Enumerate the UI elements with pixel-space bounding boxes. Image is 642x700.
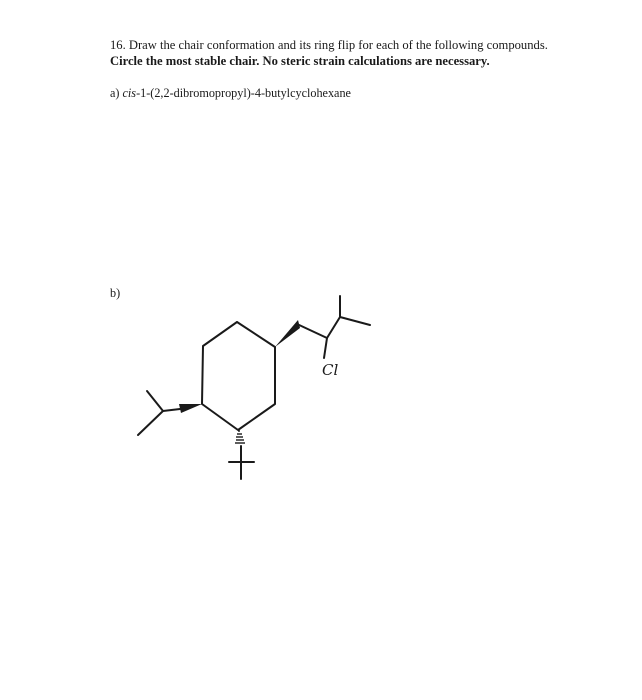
chlorine-bond bbox=[324, 338, 327, 358]
question-bold-instruction: Circle the most stable chair. No steric strain calculations are necessary. bbox=[110, 54, 490, 68]
side-chain-left bbox=[138, 409, 180, 435]
part-a-cis-prefix: cis bbox=[122, 86, 137, 100]
cyclohexane-ring bbox=[202, 322, 275, 430]
question-instruction: 16. Draw the chair conformation and its ring flip for each of the following compounds. bbox=[110, 38, 548, 52]
chlorine-label: Cl bbox=[322, 361, 339, 379]
side-chain-left-branch bbox=[147, 391, 163, 411]
part-a-compound-name: -1-(2,2-dibromopropyl)-4-butylcyclohexane bbox=[136, 86, 351, 100]
hashed-bond-down bbox=[235, 431, 245, 443]
part-b-label: b) bbox=[110, 286, 121, 300]
side-chain-upper-right bbox=[297, 317, 370, 338]
part-a-label: a) bbox=[110, 86, 123, 100]
wedge-bond-left bbox=[179, 404, 202, 413]
wedge-bond-upper-right bbox=[275, 320, 300, 347]
